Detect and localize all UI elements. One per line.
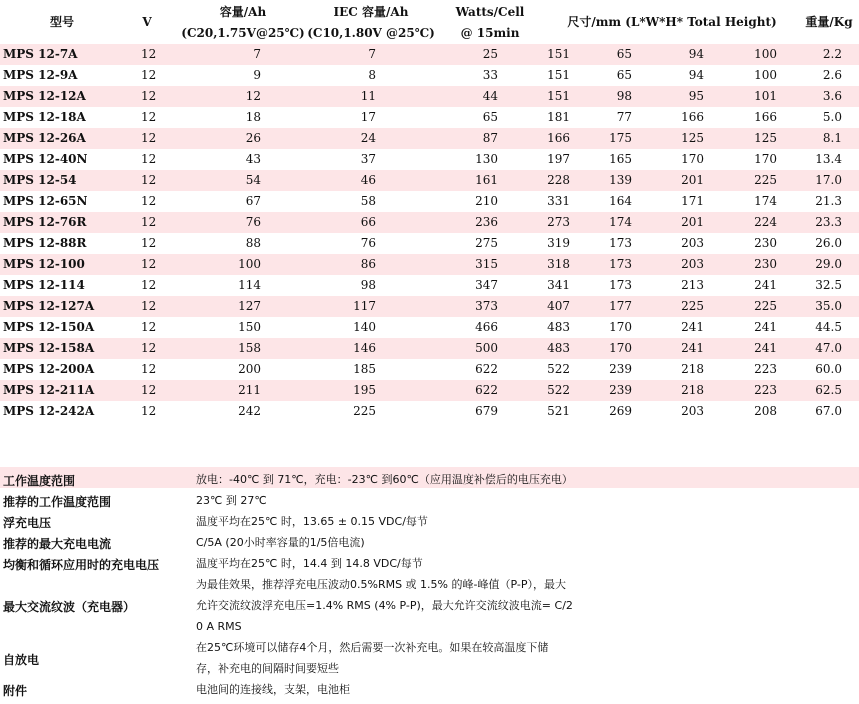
cell-width: 177: [609, 299, 632, 313]
cell-capacity: 88: [245, 236, 261, 250]
cell-length: 273: [547, 215, 570, 229]
table-row: [0, 317, 859, 338]
cell-total-height: 100: [754, 47, 777, 61]
condition-value: [196, 511, 428, 532]
cell-weight: 2.2: [822, 47, 842, 61]
cell-total-height: 223: [754, 362, 777, 376]
cell-iec-capacity: 98: [360, 278, 376, 292]
cell-model: MPS 12-65N: [3, 194, 88, 208]
cell-voltage: 12: [141, 341, 157, 355]
cell-total-height: 241: [754, 278, 777, 292]
cell-voltage: 12: [141, 236, 157, 250]
cell-length: 341: [547, 278, 570, 292]
condition-row: [0, 467, 859, 488]
cell-model: MPS 12-76R: [3, 215, 87, 229]
cell-total-height: 225: [754, 173, 777, 187]
cell-weight: 62.5: [815, 383, 842, 397]
condition-value: [196, 574, 573, 637]
cell-total-height: 241: [754, 320, 777, 334]
cell-voltage: 12: [141, 194, 157, 208]
cell-height: 125: [681, 131, 704, 145]
table-row: [0, 401, 859, 422]
cell-height: 171: [681, 194, 704, 208]
cell-model: MPS 12-88R: [3, 236, 87, 250]
cell-capacity: 76: [245, 215, 261, 229]
cell-weight: 5.0: [822, 110, 842, 124]
table-row: [0, 128, 859, 149]
cell-total-height: 101: [754, 89, 777, 103]
cell-model: MPS 12-200A: [3, 362, 95, 376]
cell-weight: 17.0: [815, 173, 842, 187]
header-iec-line2: (C10,1.80V @25℃): [307, 26, 435, 40]
cell-total-height: 100: [754, 68, 777, 82]
condition-value-line: 23℃ 到 27℃: [196, 494, 267, 507]
cell-voltage: 12: [141, 215, 157, 229]
cell-width: 165: [609, 152, 632, 166]
cell-model: MPS 12-18A: [3, 110, 86, 124]
cell-length: 331: [547, 194, 570, 208]
cell-model: MPS 12-114: [3, 278, 85, 292]
cell-iec-capacity: 37: [360, 152, 376, 166]
cell-capacity: 26: [245, 131, 261, 145]
cell-length: 151: [547, 68, 570, 82]
cell-iec-capacity: 76: [360, 236, 376, 250]
cell-weight: 60.0: [815, 362, 842, 376]
condition-value-line: 在25℃环境可以储存4个月，然后需要一次补充电。如果在较高温度下储: [196, 641, 549, 654]
condition-value-line: 电池间的连接线，支架，电池柜: [196, 683, 350, 696]
condition-value-line: 放电：-40℃ 到 71℃，充电：-23℃ 到60℃（应用温度补偿后的电压充电）: [196, 473, 573, 486]
cell-model: MPS 12-100: [3, 257, 85, 271]
cell-iec-capacity: 86: [360, 257, 376, 271]
cell-weight: 23.3: [815, 215, 842, 229]
cell-height: 218: [681, 362, 704, 376]
table-row: [0, 338, 859, 359]
cell-weight: 21.3: [815, 194, 842, 208]
table-row: [0, 149, 859, 170]
cell-weight: 32.5: [815, 278, 842, 292]
table-row: [0, 359, 859, 380]
condition-value-line: 温度平均在25℃ 时，13.65 ± 0.15 VDC/每节: [196, 515, 428, 528]
cell-watts: 679: [475, 404, 498, 418]
condition-row: [0, 572, 859, 635]
cell-voltage: 12: [141, 68, 157, 82]
cell-iec-capacity: 225: [353, 404, 376, 418]
condition-value-line: 存，补充电的间隔时间要短些: [196, 662, 339, 675]
table-row: [0, 65, 859, 86]
cell-width: 174: [609, 215, 632, 229]
header-watts-line2: @ 15min: [460, 26, 520, 40]
condition-label: 附件: [3, 684, 28, 698]
cell-length: 407: [547, 299, 570, 313]
cell-length: 318: [547, 257, 570, 271]
cell-watts: 500: [475, 341, 498, 355]
cell-height: 94: [688, 47, 704, 61]
cell-voltage: 12: [141, 383, 157, 397]
cell-iec-capacity: 17: [360, 110, 376, 124]
cell-height: 241: [681, 320, 704, 334]
condition-label: 自放电: [3, 652, 40, 667]
cell-height: 166: [681, 110, 704, 124]
cell-voltage: 12: [141, 278, 157, 292]
cell-model: MPS 12-127A: [3, 299, 95, 313]
cell-model: MPS 12-12A: [3, 89, 86, 103]
cell-watts: 347: [475, 278, 498, 292]
cell-total-height: 224: [754, 215, 777, 229]
cell-weight: 47.0: [815, 341, 842, 355]
cell-width: 65: [616, 47, 632, 61]
cell-model: MPS 12-242A: [3, 404, 95, 418]
cell-capacity: 211: [238, 383, 261, 397]
cell-voltage: 12: [141, 320, 157, 334]
cell-iec-capacity: 46: [360, 173, 376, 187]
cell-watts: 130: [475, 152, 498, 166]
cell-voltage: 12: [141, 47, 157, 61]
cell-width: 173: [609, 278, 632, 292]
cell-model: MPS 12-150A: [3, 320, 95, 334]
cell-capacity: 12: [245, 89, 261, 103]
cell-capacity: 158: [238, 341, 261, 355]
cell-iec-capacity: 7: [368, 47, 376, 61]
cell-height: 203: [681, 404, 704, 418]
cell-voltage: 12: [141, 152, 157, 166]
condition-row: [0, 677, 859, 698]
cell-width: 77: [616, 110, 632, 124]
cell-model: MPS 12-40N: [3, 152, 88, 166]
condition-row: [0, 551, 859, 572]
cell-capacity: 114: [238, 278, 261, 292]
cell-length: 181: [547, 110, 570, 124]
cell-voltage: 12: [141, 110, 157, 124]
cell-height: 95: [688, 89, 704, 103]
cell-capacity: 7: [253, 47, 261, 61]
cell-weight: 3.6: [822, 89, 842, 103]
cell-total-height: 230: [754, 236, 777, 250]
cell-width: 98: [616, 89, 632, 103]
cell-length: 483: [547, 341, 570, 355]
table-header: [0, 0, 859, 44]
cell-capacity: 100: [238, 257, 261, 271]
condition-value: [196, 553, 423, 574]
cell-total-height: 166: [754, 110, 777, 124]
header-iec-line1: IEC 容量/Ah: [333, 5, 409, 19]
cell-width: 239: [609, 362, 632, 376]
cell-iec-capacity: 185: [353, 362, 376, 376]
condition-value-line: C/5A (20小时率容量的1/5倍电流): [196, 536, 365, 549]
cell-length: 197: [547, 152, 570, 166]
cell-weight: 8.1: [822, 131, 842, 145]
table-body: [0, 44, 859, 422]
cell-watts: 275: [475, 236, 498, 250]
cell-total-height: 225: [754, 299, 777, 313]
header-weight: 重量/Kg: [805, 15, 853, 29]
cell-iec-capacity: 66: [360, 215, 376, 229]
cell-capacity: 242: [238, 404, 261, 418]
cell-voltage: 12: [141, 173, 157, 187]
cell-voltage: 12: [141, 131, 157, 145]
cell-width: 173: [609, 236, 632, 250]
cell-width: 170: [609, 320, 632, 334]
cell-watts: 622: [475, 362, 498, 376]
cell-voltage: 12: [141, 89, 157, 103]
cell-total-height: 223: [754, 383, 777, 397]
cell-iec-capacity: 140: [353, 320, 376, 334]
cell-iec-capacity: 58: [360, 194, 376, 208]
condition-value: [196, 532, 365, 553]
condition-row: [0, 635, 859, 677]
condition-label: 推荐的工作温度范围: [3, 495, 112, 509]
table-row: [0, 254, 859, 275]
condition-value: [196, 679, 350, 700]
cell-total-height: 170: [754, 152, 777, 166]
condition-value: [196, 469, 573, 490]
cell-width: 175: [609, 131, 632, 145]
cell-length: 522: [547, 362, 570, 376]
header-dimensions: 尺寸/mm (L*W*H* Total Height): [567, 15, 777, 29]
cell-width: 173: [609, 257, 632, 271]
cell-length: 151: [547, 89, 570, 103]
cell-watts: 210: [475, 194, 498, 208]
cell-capacity: 9: [253, 68, 261, 82]
cell-iec-capacity: 8: [368, 68, 376, 82]
condition-row: [0, 488, 859, 509]
cell-total-height: 230: [754, 257, 777, 271]
condition-value: [196, 637, 548, 679]
cell-height: 225: [681, 299, 704, 313]
cell-iec-capacity: 195: [353, 383, 376, 397]
cell-height: 201: [681, 173, 704, 187]
cell-width: 269: [609, 404, 632, 418]
cell-capacity: 150: [238, 320, 261, 334]
cell-capacity: 200: [238, 362, 261, 376]
header-voltage: V: [142, 15, 152, 29]
table-row: [0, 191, 859, 212]
cell-length: 151: [547, 47, 570, 61]
cell-model: MPS 12-158A: [3, 341, 95, 355]
cell-length: 166: [547, 131, 570, 145]
cell-length: 522: [547, 383, 570, 397]
cell-width: 239: [609, 383, 632, 397]
table-row: [0, 296, 859, 317]
cell-watts: 65: [482, 110, 498, 124]
cell-total-height: 241: [754, 341, 777, 355]
header-capacity-line2: (C20,1.75V@25℃): [181, 26, 305, 40]
cell-watts: 466: [475, 320, 498, 334]
table-row: [0, 44, 859, 65]
cell-watts: 236: [475, 215, 498, 229]
cell-iec-capacity: 146: [353, 341, 376, 355]
cell-height: 213: [681, 278, 704, 292]
table-row: [0, 233, 859, 254]
cell-width: 164: [609, 194, 632, 208]
cell-watts: 25: [482, 47, 498, 61]
cell-voltage: 12: [141, 257, 157, 271]
cell-model: MPS 12-9A: [3, 68, 78, 82]
cell-width: 139: [609, 173, 632, 187]
cell-length: 521: [547, 404, 570, 418]
condition-value-line: 温度平均在25℃ 时，14.4 到 14.8 VDC/每节: [196, 557, 423, 570]
table-row: [0, 170, 859, 191]
cell-voltage: 12: [141, 362, 157, 376]
header-model: 型号: [49, 15, 75, 29]
cell-voltage: 12: [141, 299, 157, 313]
cell-weight: 13.4: [815, 152, 842, 166]
cell-height: 203: [681, 236, 704, 250]
cell-weight: 35.0: [815, 299, 842, 313]
table-row: [0, 86, 859, 107]
table-row: [0, 275, 859, 296]
condition-value-line: 允许交流纹波浮充电压=1.4% RMS (4% P-P)，最大允许交流纹波电流= C/2: [196, 599, 573, 612]
cell-width: 65: [616, 68, 632, 82]
condition-value-line: 0 A RMS: [196, 620, 242, 633]
cell-length: 319: [547, 236, 570, 250]
cell-width: 170: [609, 341, 632, 355]
cell-total-height: 208: [754, 404, 777, 418]
cell-model: MPS 12-26A: [3, 131, 86, 145]
table-row: [0, 212, 859, 233]
cell-total-height: 125: [754, 131, 777, 145]
cell-length: 228: [547, 173, 570, 187]
cell-iec-capacity: 11: [360, 89, 376, 103]
table-row: [0, 107, 859, 128]
cell-watts: 315: [475, 257, 498, 271]
cell-iec-capacity: 117: [353, 299, 376, 313]
cell-capacity: 127: [238, 299, 261, 313]
cell-watts: 161: [475, 173, 498, 187]
cell-weight: 29.0: [815, 257, 842, 271]
cell-voltage: 12: [141, 404, 157, 418]
cell-weight: 26.0: [815, 236, 842, 250]
header-watts-line1: Watts/Cell: [455, 5, 525, 19]
cell-watts: 87: [482, 131, 498, 145]
table-row: [0, 380, 859, 401]
cell-watts: 622: [475, 383, 498, 397]
cell-capacity: 43: [245, 152, 261, 166]
cell-height: 241: [681, 341, 704, 355]
condition-label: 最大交流纹波（充电器）: [3, 600, 136, 614]
cell-watts: 44: [482, 89, 498, 103]
cell-capacity: 67: [245, 194, 261, 208]
header-capacity-line1: 容量/Ah: [219, 5, 267, 19]
cell-height: 218: [681, 383, 704, 397]
cell-model: MPS 12-211A: [3, 383, 95, 397]
cell-weight: 2.6: [822, 68, 842, 82]
cell-capacity: 54: [245, 173, 261, 187]
cell-height: 94: [688, 68, 704, 82]
cell-watts: 373: [475, 299, 498, 313]
cell-height: 170: [681, 152, 704, 166]
operating-conditions: [0, 467, 859, 698]
condition-label: 均衡和循环应用时的充电电压: [3, 558, 160, 572]
cell-model: MPS 12-7A: [3, 47, 78, 61]
condition-value: [196, 490, 267, 511]
cell-total-height: 174: [754, 194, 777, 208]
condition-value-line: 为最佳效果，推荐浮充电压波动0.5%RMS 或 1.5% 的峰-峰值（P-P），最大: [196, 578, 566, 591]
condition-row: [0, 509, 859, 530]
cell-height: 203: [681, 257, 704, 271]
cell-weight: 67.0: [815, 404, 842, 418]
condition-row: [0, 530, 859, 551]
cell-length: 483: [547, 320, 570, 334]
cell-watts: 33: [482, 68, 498, 82]
cell-height: 201: [681, 215, 704, 229]
cell-capacity: 18: [245, 110, 261, 124]
condition-label: 推荐的最大充电电流: [3, 537, 112, 551]
condition-label: 工作温度范围: [3, 474, 76, 488]
cell-weight: 44.5: [815, 320, 842, 334]
condition-label: 浮充电压: [3, 516, 52, 530]
cell-model: MPS 12-54: [3, 173, 77, 187]
cell-iec-capacity: 24: [360, 131, 376, 145]
